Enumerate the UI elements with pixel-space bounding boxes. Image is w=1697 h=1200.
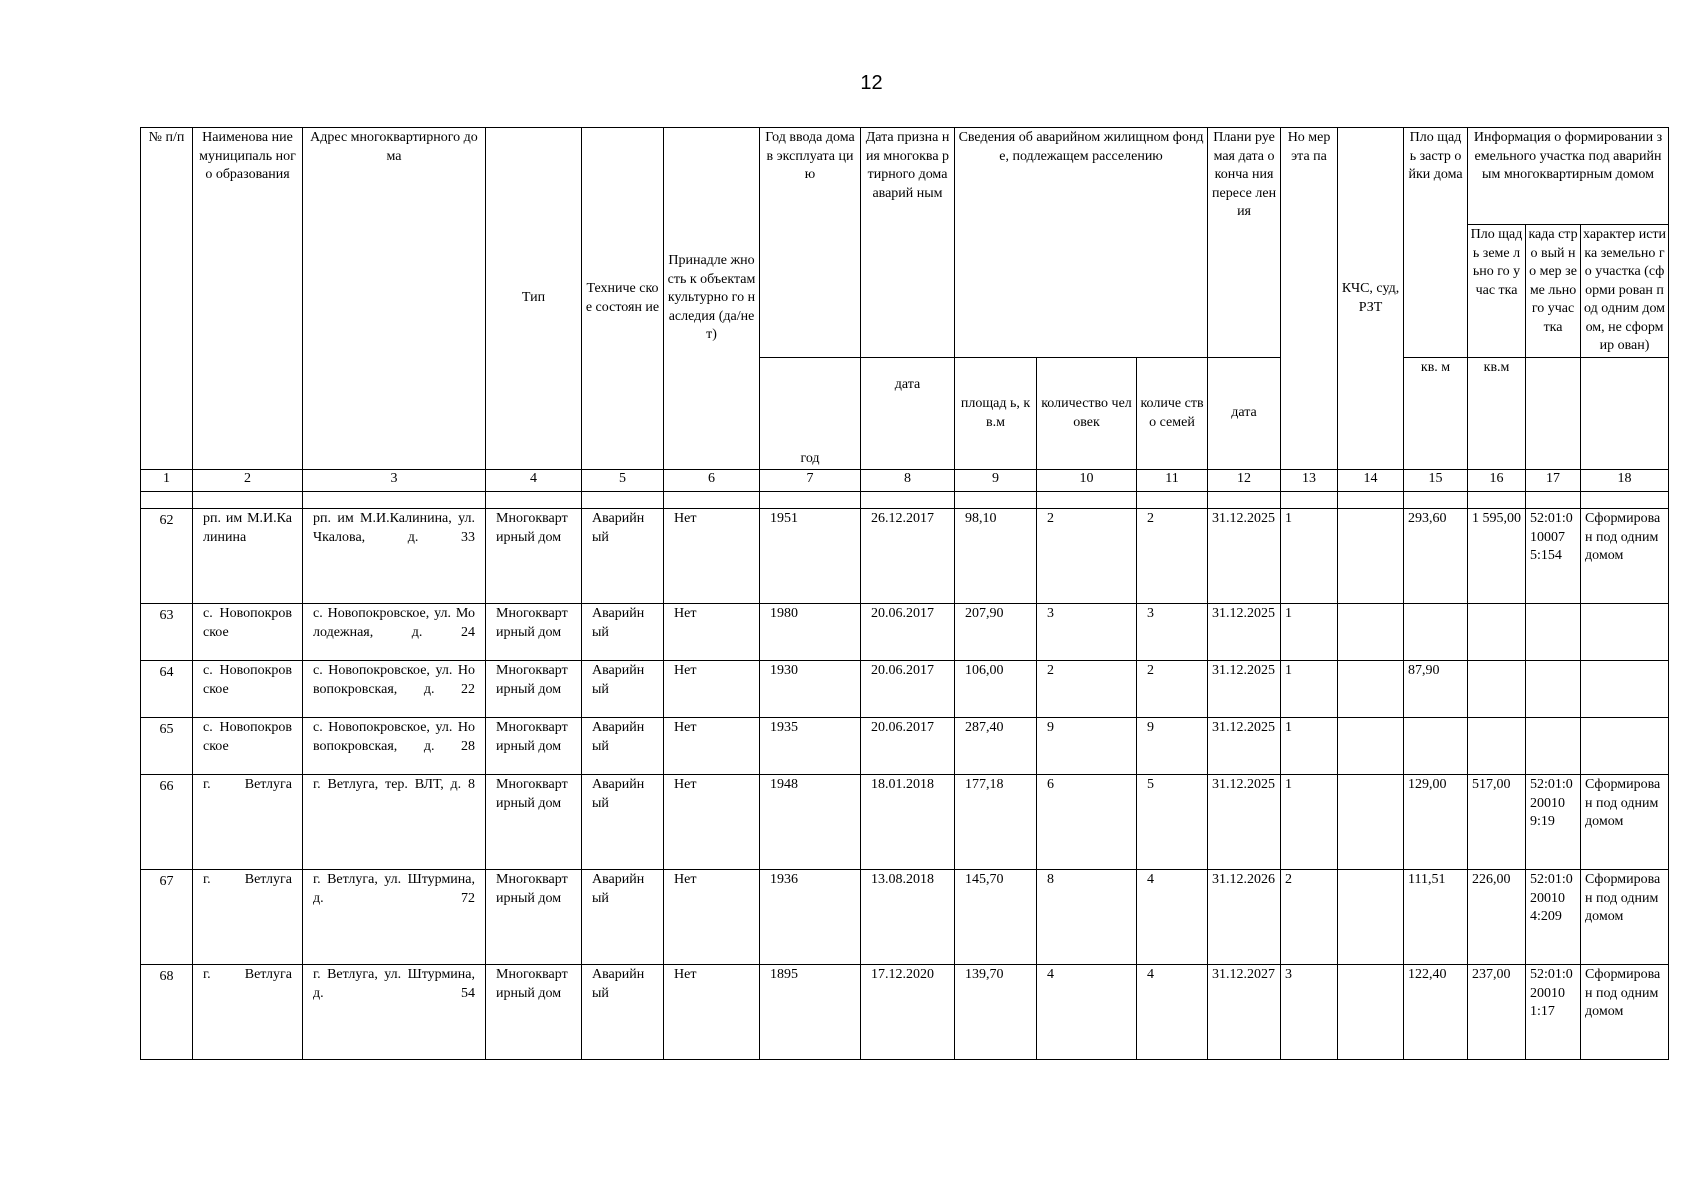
cell-people-count: 4 xyxy=(1037,965,1137,1060)
cell-family-count: 2 xyxy=(1137,509,1208,604)
cell-address: г. Ветлуга, тер. ВЛТ, д. 8 xyxy=(303,775,486,870)
cell-heritage: Нет xyxy=(664,870,760,965)
table-row xyxy=(141,661,1669,718)
column-number-5: 5 xyxy=(582,470,664,492)
cell-planned-date: 31.12.2027 xyxy=(1208,965,1281,1060)
cell-building-type: Многоквартирный дом xyxy=(486,965,582,1060)
table-row xyxy=(141,604,1669,661)
subheader-people: количество человек xyxy=(1037,358,1137,470)
cell-heritage: Нет xyxy=(664,661,760,718)
cell-stage-number: 1 xyxy=(1281,661,1338,718)
table-body xyxy=(141,509,1669,1060)
cell-land-area: 517,00 xyxy=(1468,775,1526,870)
subheader-year: год xyxy=(760,358,861,470)
cell-cadastre-number: 52:01:020010 9:19 xyxy=(1526,775,1581,870)
header-municipality: Наименова ние муниципаль ного образования xyxy=(193,128,303,470)
cell-land-character: Сформирован под одним домом xyxy=(1581,775,1669,870)
subheader-cadastre-cont xyxy=(1526,358,1581,470)
cell-stage-number: 2 xyxy=(1281,870,1338,965)
header-kchs: КЧС, суд, РЗТ xyxy=(1338,128,1404,470)
cell-municipality: г. Ветлуга xyxy=(193,775,303,870)
cell-recognition-date: 26.12.2017 xyxy=(861,509,955,604)
cell-tech-state: Аварийный xyxy=(582,965,664,1060)
cell-land-area: 226,00 xyxy=(1468,870,1526,965)
cell-kchs xyxy=(1338,870,1404,965)
cell-cadastre-number xyxy=(1526,718,1581,775)
cell-building-type: Многоквартирный дом xyxy=(486,604,582,661)
cell-land-area: 1 595,00 xyxy=(1468,509,1526,604)
cell-people-count: 8 xyxy=(1037,870,1137,965)
cell-recognition-date: 20.06.2017 xyxy=(861,661,955,718)
cell-row-number: 68 xyxy=(141,965,193,1060)
column-number-2: 2 xyxy=(193,470,303,492)
cell-recognition-date: 20.06.2017 xyxy=(861,718,955,775)
cell-year-built: 1948 xyxy=(760,775,861,870)
cell-land-character xyxy=(1581,661,1669,718)
cell-cadastre-number xyxy=(1526,604,1581,661)
cell-building-type: Многоквартирный дом xyxy=(486,870,582,965)
column-number-18: 18 xyxy=(1581,470,1669,492)
subheader-land-unit: кв.м xyxy=(1468,358,1526,470)
cell-municipality: рп. им М.И.Калинина xyxy=(193,509,303,604)
cell-land-character xyxy=(1581,604,1669,661)
column-number-13: 13 xyxy=(1281,470,1338,492)
column-number-8: 8 xyxy=(861,470,955,492)
cell-tech-state: Аварийный xyxy=(582,661,664,718)
cell-year-built: 1935 xyxy=(760,718,861,775)
cell-row-number: 65 xyxy=(141,718,193,775)
table-row xyxy=(141,775,1669,870)
cell-built-area xyxy=(1404,604,1468,661)
cell-row-number: 64 xyxy=(141,661,193,718)
cell-row-number: 62 xyxy=(141,509,193,604)
cell-built-area xyxy=(1404,718,1468,775)
cell-planned-date: 31.12.2025 xyxy=(1208,718,1281,775)
cell-kchs xyxy=(1338,661,1404,718)
header-built-area: Пло щадь застр ойки дома xyxy=(1404,128,1468,358)
cell-planned-date: 31.12.2025 xyxy=(1208,604,1281,661)
table-row xyxy=(141,509,1669,604)
cell-building-type: Многоквартирный дом xyxy=(486,718,582,775)
cell-address: с. Новопокровское, ул. Новопокровская, д. 22 xyxy=(303,661,486,718)
cell-emergency-area: 287,40 xyxy=(955,718,1037,775)
cell-tech-state: Аварийный xyxy=(582,509,664,604)
cell-building-type: Многоквартирный дом xyxy=(486,509,582,604)
header-planned-date: Плани руемая дата оконча ния пересе ления xyxy=(1208,128,1281,358)
column-number-11: 11 xyxy=(1137,470,1208,492)
column-numbers-row xyxy=(141,470,1669,492)
cell-emergency-area: 177,18 xyxy=(955,775,1037,870)
cell-people-count: 2 xyxy=(1037,509,1137,604)
cell-family-count: 4 xyxy=(1137,870,1208,965)
cell-emergency-area: 139,70 xyxy=(955,965,1037,1060)
cell-family-count: 5 xyxy=(1137,775,1208,870)
cell-land-area xyxy=(1468,661,1526,718)
column-number-7: 7 xyxy=(760,470,861,492)
cell-year-built: 1951 xyxy=(760,509,861,604)
cell-row-number: 66 xyxy=(141,775,193,870)
table-row xyxy=(141,870,1669,965)
cell-family-count: 2 xyxy=(1137,661,1208,718)
cell-kchs xyxy=(1338,775,1404,870)
cell-heritage: Нет xyxy=(664,775,760,870)
header-land-char: характер истика земельно го участка (сформи рован под одним домом, не сформир ован) xyxy=(1583,227,1667,353)
cell-emergency-area: 145,70 xyxy=(955,870,1037,965)
header-land-info-group xyxy=(1468,128,1669,358)
cell-stage-number: 1 xyxy=(1281,604,1338,661)
cell-municipality: с. Новопокровское xyxy=(193,661,303,718)
header-land-area: Пло щадь земе льно го учас тка xyxy=(1468,225,1526,357)
emergency-housing-table xyxy=(140,127,1669,1060)
cell-address: с. Новопокровское, ул. Молодежная, д. 24 xyxy=(303,604,486,661)
subheader-families: количе ство семей xyxy=(1137,358,1208,470)
cell-recognition-date: 17.12.2020 xyxy=(861,965,955,1060)
column-number-9: 9 xyxy=(955,470,1037,492)
column-number-17: 17 xyxy=(1526,470,1581,492)
cell-year-built: 1980 xyxy=(760,604,861,661)
cell-heritage: Нет xyxy=(664,509,760,604)
column-number-16: 16 xyxy=(1468,470,1526,492)
cell-municipality: г. Ветлуга xyxy=(193,965,303,1060)
cell-tech-state: Аварийный xyxy=(582,775,664,870)
cell-heritage: Нет xyxy=(664,965,760,1060)
subheader-built-unit: кв. м xyxy=(1404,358,1468,470)
cell-land-area xyxy=(1468,604,1526,661)
cell-people-count: 9 xyxy=(1037,718,1137,775)
cell-family-count: 9 xyxy=(1137,718,1208,775)
cell-heritage: Нет xyxy=(664,604,760,661)
header-address: Адрес многоквартирного дома xyxy=(303,128,486,470)
header-emergency-fund: Сведения об аварийном жилищном фонде, подлежащем расселению xyxy=(955,128,1208,358)
cell-cadastre-number: 52:01:020010 4:209 xyxy=(1526,870,1581,965)
cell-row-number: 67 xyxy=(141,870,193,965)
header-date-recognition: Дата призна ния многоква ртирного дома аварий ным xyxy=(861,128,955,358)
table-row xyxy=(141,718,1669,775)
cell-stage-number: 3 xyxy=(1281,965,1338,1060)
cell-year-built: 1930 xyxy=(760,661,861,718)
cell-cadastre-number xyxy=(1526,661,1581,718)
cell-tech-state: Аварийный xyxy=(582,604,664,661)
cell-heritage: Нет xyxy=(664,718,760,775)
cell-people-count: 6 xyxy=(1037,775,1137,870)
header-state: Техниче ское состоян ие xyxy=(582,128,664,470)
cell-people-count: 3 xyxy=(1037,604,1137,661)
cell-kchs xyxy=(1338,509,1404,604)
cell-municipality: с. Новопокровское xyxy=(193,718,303,775)
cell-address: рп. им М.И.Калинина, ул. Чкалова, д. 33 xyxy=(303,509,486,604)
column-number-10: 10 xyxy=(1037,470,1137,492)
cell-municipality: г. Ветлуга xyxy=(193,870,303,965)
cell-family-count: 4 xyxy=(1137,965,1208,1060)
cell-planned-date: 31.12.2025 xyxy=(1208,775,1281,870)
column-number-14: 14 xyxy=(1338,470,1404,492)
cell-built-area: 111,51 xyxy=(1404,870,1468,965)
column-number-4: 4 xyxy=(486,470,582,492)
header-year: Год ввода дома в эксплуата цию xyxy=(760,128,861,358)
page-number: 12 xyxy=(860,72,883,94)
cell-address: г. Ветлуга, ул. Штурмина, д. 54 xyxy=(303,965,486,1060)
subheader-area: площад ь, кв.м xyxy=(955,358,1037,470)
subheader-char-cont xyxy=(1581,358,1669,470)
table-row xyxy=(141,965,1669,1060)
cell-stage-number: 1 xyxy=(1281,718,1338,775)
cell-recognition-date: 18.01.2018 xyxy=(861,775,955,870)
cell-kchs xyxy=(1338,604,1404,661)
subheader-date: дата xyxy=(861,358,955,470)
cell-planned-date: 31.12.2025 xyxy=(1208,661,1281,718)
cell-tech-state: Аварийный xyxy=(582,718,664,775)
cell-tech-state: Аварийный xyxy=(582,870,664,965)
subheader-plan-date: дата xyxy=(1208,358,1281,470)
cell-built-area: 122,40 xyxy=(1404,965,1468,1060)
cell-built-area: 87,90 xyxy=(1404,661,1468,718)
cell-address: с. Новопокровское, ул. Новопокровская, д. 28 xyxy=(303,718,486,775)
cell-row-number: 63 xyxy=(141,604,193,661)
column-number-3: 3 xyxy=(303,470,486,492)
cell-building-type: Многоквартирный дом xyxy=(486,661,582,718)
cell-land-character: Сформирован под одним домом xyxy=(1581,965,1669,1060)
cell-land-area: 237,00 xyxy=(1468,965,1526,1060)
header-stage: Но мер эта па xyxy=(1281,128,1338,470)
column-number-6: 6 xyxy=(664,470,760,492)
cell-building-type: Многоквартирный дом xyxy=(486,775,582,870)
cell-emergency-area: 98,10 xyxy=(955,509,1037,604)
cell-people-count: 2 xyxy=(1037,661,1137,718)
cell-cadastre-number: 52:01:020010 1:17 xyxy=(1526,965,1581,1060)
header-num: № п/п xyxy=(141,128,193,470)
column-number-12: 12 xyxy=(1208,470,1281,492)
header-heritage: Принадле жность к объектам культурно го наследия (да/нет) xyxy=(664,128,760,470)
cell-stage-number: 1 xyxy=(1281,775,1338,870)
spacer-row xyxy=(141,492,1669,509)
cell-family-count: 3 xyxy=(1137,604,1208,661)
cell-planned-date: 31.12.2026 xyxy=(1208,870,1281,965)
cell-built-area: 129,00 xyxy=(1404,775,1468,870)
cell-kchs xyxy=(1338,965,1404,1060)
cell-land-area xyxy=(1468,718,1526,775)
cell-address: г. Ветлуга, ул. Штурмина, д. 72 xyxy=(303,870,486,965)
cell-land-character: Сформирован под одним домом xyxy=(1581,509,1669,604)
cell-kchs xyxy=(1338,718,1404,775)
cell-cadastre-number: 52:01:010007 5:154 xyxy=(1526,509,1581,604)
cell-land-character: Сформирован под одним домом xyxy=(1581,870,1669,965)
cell-year-built: 1936 xyxy=(760,870,861,965)
header-cadastre: када стро вый но мер земе льно го учас тка xyxy=(1526,225,1581,357)
cell-emergency-area: 207,90 xyxy=(955,604,1037,661)
cell-stage-number: 1 xyxy=(1281,509,1338,604)
column-number-15: 15 xyxy=(1404,470,1468,492)
cell-emergency-area: 106,00 xyxy=(955,661,1037,718)
cell-year-built: 1895 xyxy=(760,965,861,1060)
column-number-1: 1 xyxy=(141,470,193,492)
cell-built-area: 293,60 xyxy=(1404,509,1468,604)
cell-recognition-date: 20.06.2017 xyxy=(861,604,955,661)
cell-planned-date: 31.12.2025 xyxy=(1208,509,1281,604)
cell-municipality: с. Новопокровское xyxy=(193,604,303,661)
cell-recognition-date: 13.08.2018 xyxy=(861,870,955,965)
header-land-info: Информация о формировании земельного участка под аварийным многоквартирным домом xyxy=(1468,128,1668,225)
header-type: Тип xyxy=(486,128,582,470)
cell-land-character xyxy=(1581,718,1669,775)
